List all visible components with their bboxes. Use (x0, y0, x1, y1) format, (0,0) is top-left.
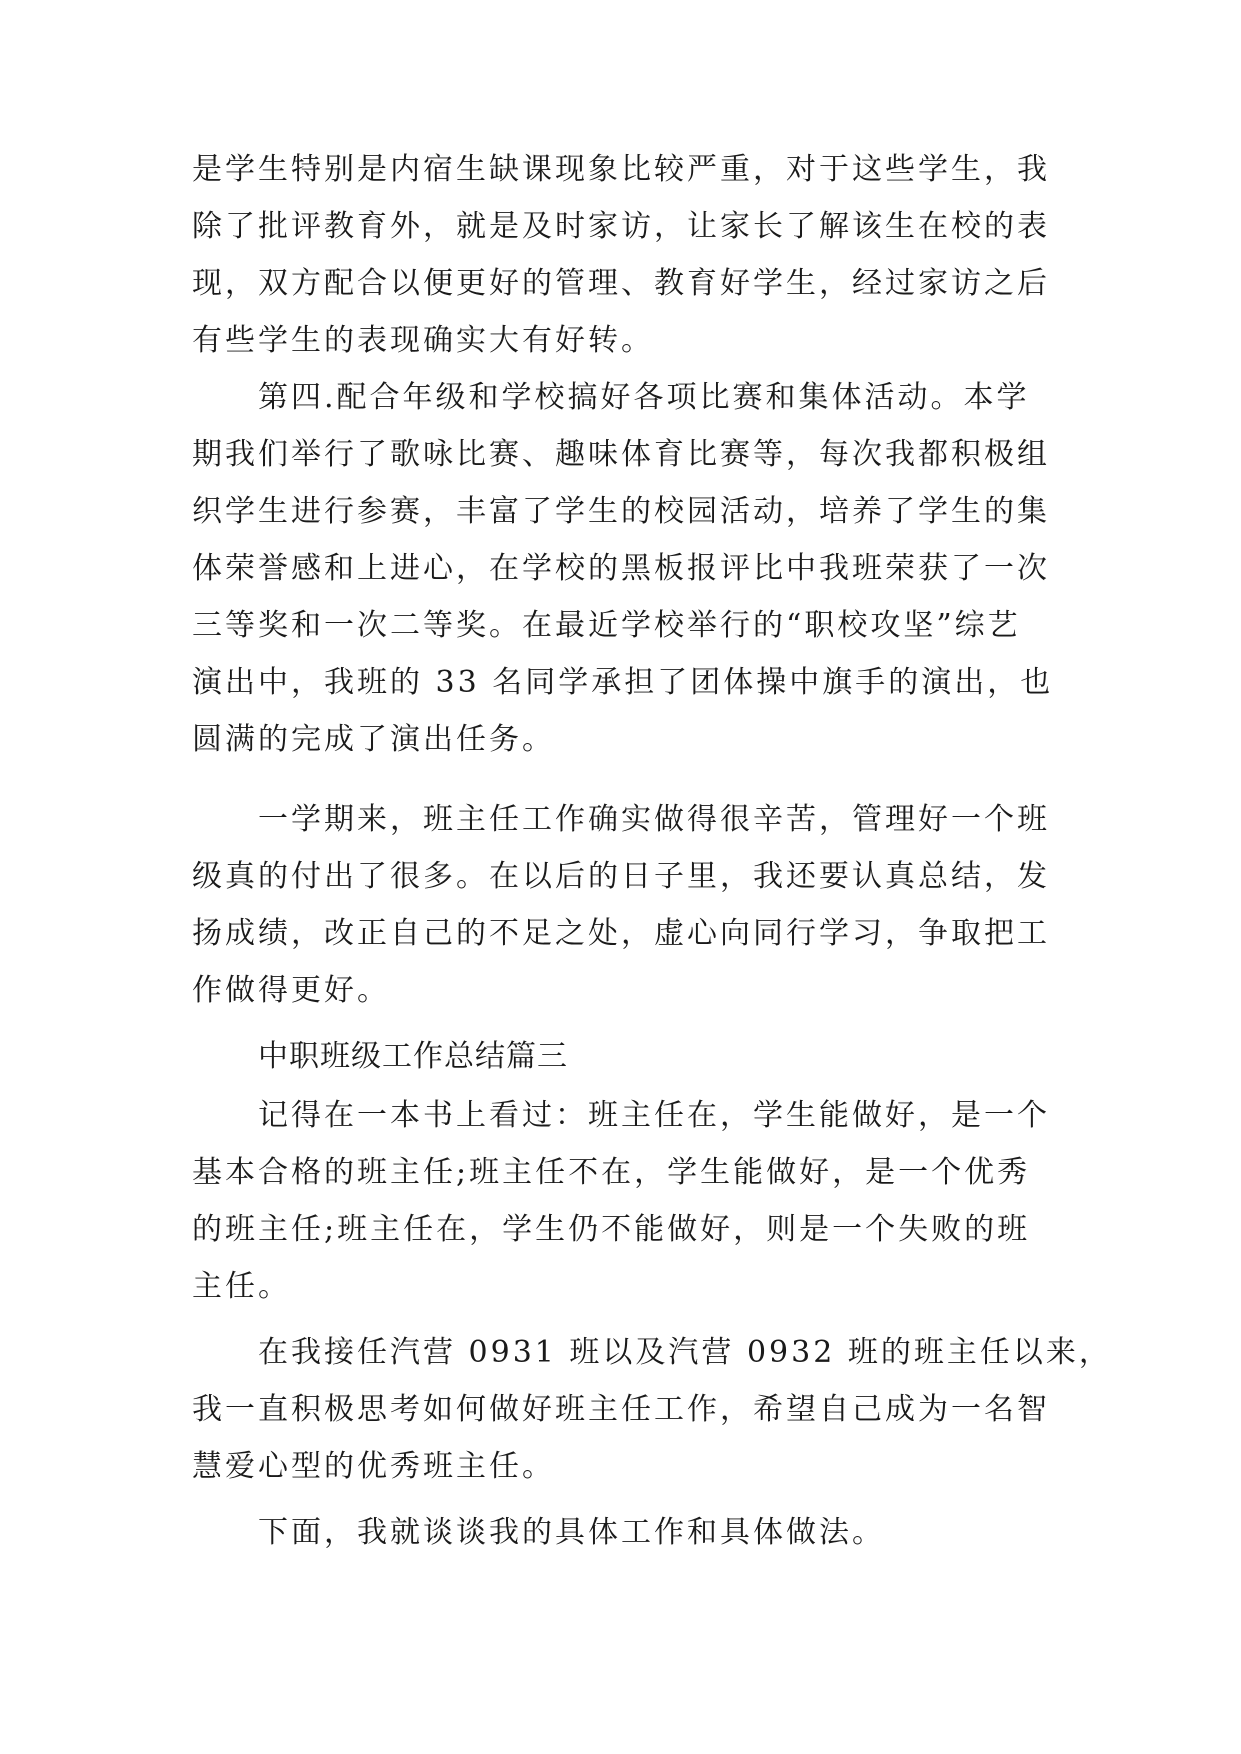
paragraph-3-line-1: 一学期来，班主任工作确实做得很辛苦，管理好一个班 (258, 802, 1050, 837)
paragraph-5-line-1: 在我接任汽营 0931 班以及汽营 0932 班的班主任以来， (258, 1335, 1112, 1370)
paragraph-4-line-4: 主任。 (192, 1269, 291, 1304)
paragraph-3-line-2: 级真的付出了很多。在以后的日子里，我还要认真总结，发 (192, 859, 1050, 894)
paragraph-2-line-7: 圆满的完成了演出任务。 (192, 722, 555, 757)
paragraph-3-line-3: 扬成绩，改正自己的不足之处，虚心向同行学习，争取把工 (192, 916, 1050, 951)
paragraph-2-line-5: 三等奖和一次二等奖。在最近学校举行的“职校攻坚”综艺 (192, 608, 1021, 643)
paragraph-2-line-1: 第四.配合年级和学校搞好各项比赛和集体活动。本学 (258, 380, 1030, 415)
paragraph-4-line-3: 的班主任;班主任在，学生仍不能做好，则是一个失败的班 (192, 1212, 1031, 1247)
paragraph-5-line-2: 我一直积极思考如何做好班主任工作，希望自己成为一名智 (192, 1392, 1050, 1427)
paragraph-6-line-1: 下面，我就谈谈我的具体工作和具体做法。 (258, 1515, 885, 1550)
paragraph-1-line-3: 现，双方配合以便更好的管理、教育好学生，经过家访之后 (192, 266, 1050, 301)
paragraph-1-line-2: 除了批评教育外，就是及时家访，让家长了解该生在校的表 (192, 209, 1050, 244)
paragraph-2-line-4: 体荣誉感和上进心，在学校的黑板报评比中我班荣获了一次 (192, 551, 1050, 586)
paragraph-4-line-2: 基本合格的班主任;班主任不在，学生能做好，是一个优秀 (192, 1155, 1031, 1190)
paragraph-2-line-6: 演出中，我班的 33 名同学承担了团体操中旗手的演出，也 (192, 665, 1054, 700)
paragraph-2-line-2: 期我们举行了歌咏比赛、趣味体育比赛等，每次我都积极组 (192, 437, 1050, 472)
paragraph-1-line-1: 是学生特别是内宿生缺课现象比较严重，对于这些学生，我 (192, 152, 1050, 187)
paragraph-3-line-4: 作做得更好。 (192, 973, 390, 1008)
paragraph-1-line-4: 有些学生的表现确实大有好转。 (192, 323, 654, 358)
paragraph-5-line-3: 慧爱心型的优秀班主任。 (192, 1449, 555, 1484)
paragraph-2-line-3: 织学生进行参赛，丰富了学生的校园活动，培养了学生的集 (192, 494, 1050, 529)
paragraph-4-line-1: 记得在一本书上看过：班主任在，学生能做好，是一个 (258, 1098, 1050, 1133)
section-heading: 中职班级工作总结篇三 (258, 1039, 568, 1074)
